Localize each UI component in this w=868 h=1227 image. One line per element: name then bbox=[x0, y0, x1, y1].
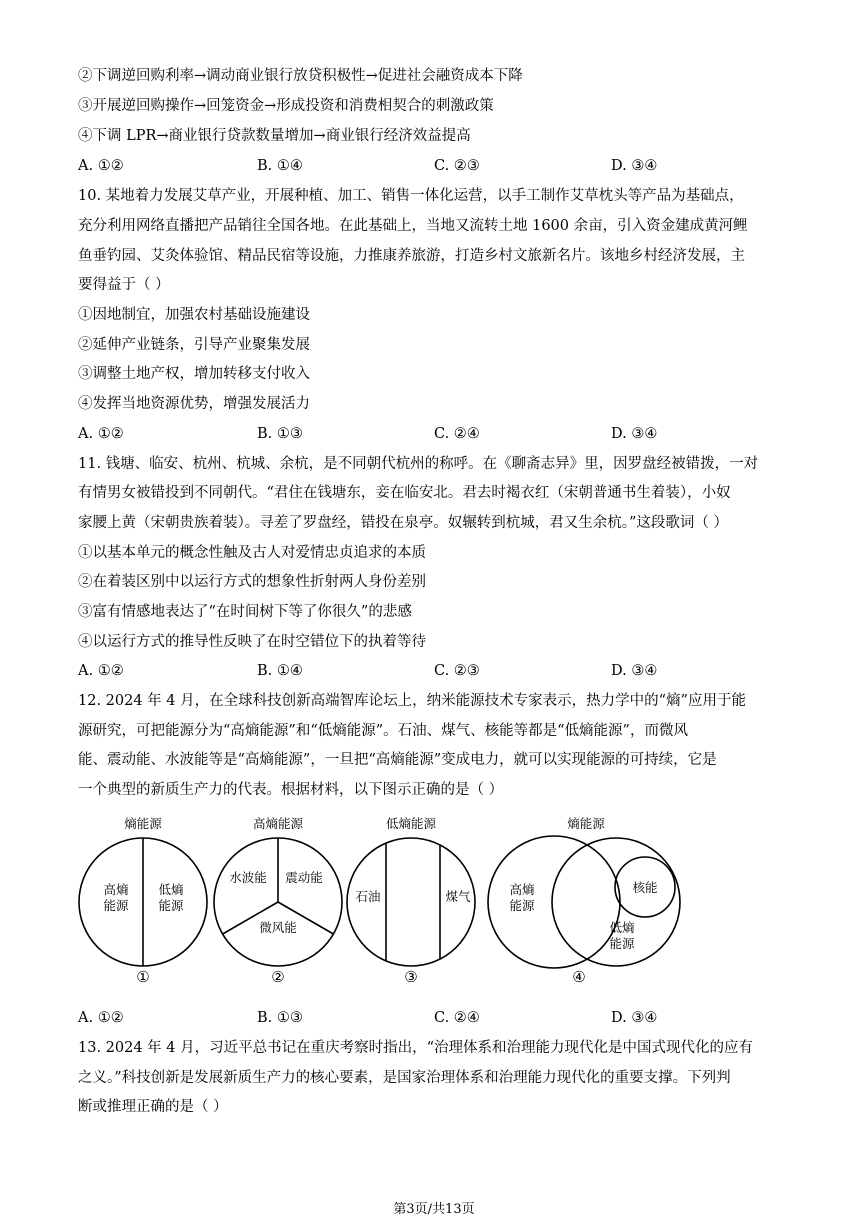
diagram-3-number: ③ bbox=[404, 968, 418, 985]
diagram-3-label-right: 煤气 bbox=[445, 889, 471, 904]
q9-option-d[interactable]: D. ③④ bbox=[611, 158, 658, 174]
q10-stem-line-3: 鱼垂钓园、艾灸体验馆、精品民宿等设施，力推康养旅游，打造乡村文旅新名片。该地乡村经济发展，主 bbox=[78, 248, 745, 264]
q12-option-a[interactable]: A. ①② bbox=[78, 1010, 124, 1026]
q9-option-a[interactable]: A. ①② bbox=[78, 158, 124, 174]
diagram-3-label-left: 石油 bbox=[355, 889, 381, 904]
diagram-2-label-1: 水波能 bbox=[229, 870, 267, 885]
q11-option-d[interactable]: D. ③④ bbox=[611, 663, 658, 679]
diagram-1-title: 熵能源 bbox=[124, 816, 162, 831]
q13-stem-line-3: 断或推理正确的是（ ） bbox=[78, 1099, 228, 1115]
q11-option-c[interactable]: C. ②③ bbox=[434, 663, 480, 679]
q10-item-2: ②延伸产业链条，引导产业聚集发展 bbox=[78, 337, 310, 353]
page-footer: 第3页/共13页 bbox=[393, 1202, 475, 1217]
diagram-2-title: 高熵能源 bbox=[252, 816, 304, 831]
diagram-1[interactable] bbox=[79, 816, 207, 985]
q11-item-3: ③富有情感地表达了“在时间树下等了你很久”的悲感 bbox=[78, 604, 412, 620]
q13-stem-line-2: 之义。”科技创新是发展新质生产力的核心要素，是国家治理体系和治理能力现代化的重要支撑。下列判 bbox=[78, 1070, 731, 1086]
q11-stem-line-2: 有情男女被错投到不同朝代。“君住在钱塘东，妾在临安北。君去时褐衣红（宋朝普通书生着装），小奴 bbox=[78, 485, 731, 501]
q13-stem-line-1: 13. 2024 年 4 月，习近平总书记在重庆考察时指出，“治理体系和治理能力现代化是中国式现代化的应有 bbox=[78, 1040, 754, 1056]
q11-option-b[interactable]: B. ①④ bbox=[257, 663, 303, 679]
q12-option-b[interactable]: B. ①③ bbox=[257, 1010, 303, 1026]
q10-options bbox=[78, 424, 778, 444]
q10-option-c[interactable]: C. ②④ bbox=[434, 426, 480, 442]
diagram-4-title: 熵能源 bbox=[567, 816, 605, 831]
q10-stem-line-2: 充分利用网络直播把产品销往全国各地。在此基础上，当地又流转土地 1600 余亩，引入资金建成黄河鲤 bbox=[78, 218, 748, 234]
diagram-1-label-right: 低熵能源 bbox=[158, 882, 184, 913]
q11-stem-line-3: 家腰上黄（宋朝贵族着装）。寻差了罗盘经，错投在泉亭。奴辗转到杭城，君又生余杭。”这段歌词（ ） bbox=[78, 515, 729, 531]
diagram-1-label-left: 高熵能源 bbox=[103, 882, 129, 913]
q9-option-b[interactable]: B. ①④ bbox=[257, 158, 303, 174]
q10-item-4: ④发挥当地资源优势，增强发展活力 bbox=[78, 396, 310, 412]
q9-item-4: ④下调 LPR→商业银行贷款数量增加→商业银行经济效益提高 bbox=[78, 128, 471, 144]
diagram-2[interactable] bbox=[214, 816, 342, 985]
q11-stem-line-1: 11. 钱塘、临安、杭州、杭城、余杭，是不同朝代杭州的称呼。在《聊斋志异》里，因罗盘经被错拨，一对 bbox=[78, 456, 759, 472]
diagram-2-number: ② bbox=[271, 968, 285, 985]
q10-item-1: ①因地制宜，加强农村基础设施建设 bbox=[78, 307, 310, 323]
q12-stem-line-4: 一个典型的新质生产力的代表。根据材料，以下图示正确的是（ ） bbox=[78, 782, 504, 798]
q9-option-c[interactable]: C. ②③ bbox=[434, 158, 480, 174]
q10-option-b[interactable]: B. ①③ bbox=[257, 426, 303, 442]
diagram-2-label-2: 震动能 bbox=[285, 870, 323, 885]
diagram-2-label-3: 微风能 bbox=[259, 920, 297, 935]
q10-stem-line-4: 要得益于（ ） bbox=[78, 277, 170, 293]
q12-options bbox=[78, 1008, 778, 1028]
diagram-4-left-circle bbox=[488, 836, 620, 968]
q11-option-a[interactable]: A. ①② bbox=[78, 663, 124, 679]
q10-stem-line-1: 10. 某地着力发展艾草产业，开展种植、加工、销售一体化运营，以手工制作艾草枕头等产品为基础点， bbox=[78, 188, 744, 204]
diagram-1-number: ① bbox=[136, 968, 150, 985]
diagram-3-title: 低熵能源 bbox=[385, 816, 437, 831]
q12-stem-line-3: 能、震动能、水波能等是“高熵能源”，一旦把“高熵能源”变成电力，就可以实现能源的可持续，它是 bbox=[78, 752, 717, 768]
q10-item-3: ③调整土地产权，增加转移支付收入 bbox=[78, 366, 310, 382]
q11-options bbox=[78, 661, 778, 681]
energy-diagrams bbox=[76, 810, 696, 985]
q11-item-1: ①以基本单元的概念性触及古人对爱情忠贞追求的本质 bbox=[78, 545, 426, 561]
q10-option-a[interactable]: A. ①② bbox=[78, 426, 124, 442]
q12-stem-line-2: 源研究，可把能源分为“高熵能源”和“低熵能源”。石油、煤气、核能等都是“低熵能源”，而微风 bbox=[78, 723, 688, 739]
q9-item-3: ③开展逆回购操作→回笼资金→形成投资和消费相契合的刺激政策 bbox=[78, 98, 494, 114]
diagram-4-number: ④ bbox=[572, 968, 586, 985]
diagram-3[interactable] bbox=[347, 816, 475, 985]
q9-item-2: ②下调逆回购利率→调动商业银行放贷积极性→促进社会融资成本下降 bbox=[78, 68, 523, 84]
q10-option-d[interactable]: D. ③④ bbox=[611, 426, 658, 442]
q12-stem-line-1: 12. 2024 年 4 月，在全球科技创新高端智库论坛上，纳米能源技术专家表示，热力学中的“熵”应用于能 bbox=[78, 693, 746, 709]
q12-option-d[interactable]: D. ③④ bbox=[611, 1010, 658, 1026]
q11-item-2: ②在着装区别中以运行方式的想象性折射两人身份差别 bbox=[78, 574, 426, 590]
q11-item-4: ④以运行方式的推导性反映了在时空错位下的执着等待 bbox=[78, 634, 426, 650]
diagram-4[interactable] bbox=[488, 816, 680, 985]
diagram-4-label-bottom: 低熵能源 bbox=[609, 920, 635, 951]
q9-options bbox=[78, 156, 778, 176]
q12-option-c[interactable]: C. ②④ bbox=[434, 1010, 480, 1026]
diagram-4-label-inner: 核能 bbox=[632, 880, 658, 895]
diagram-4-label-left: 高熵能源 bbox=[509, 882, 535, 913]
